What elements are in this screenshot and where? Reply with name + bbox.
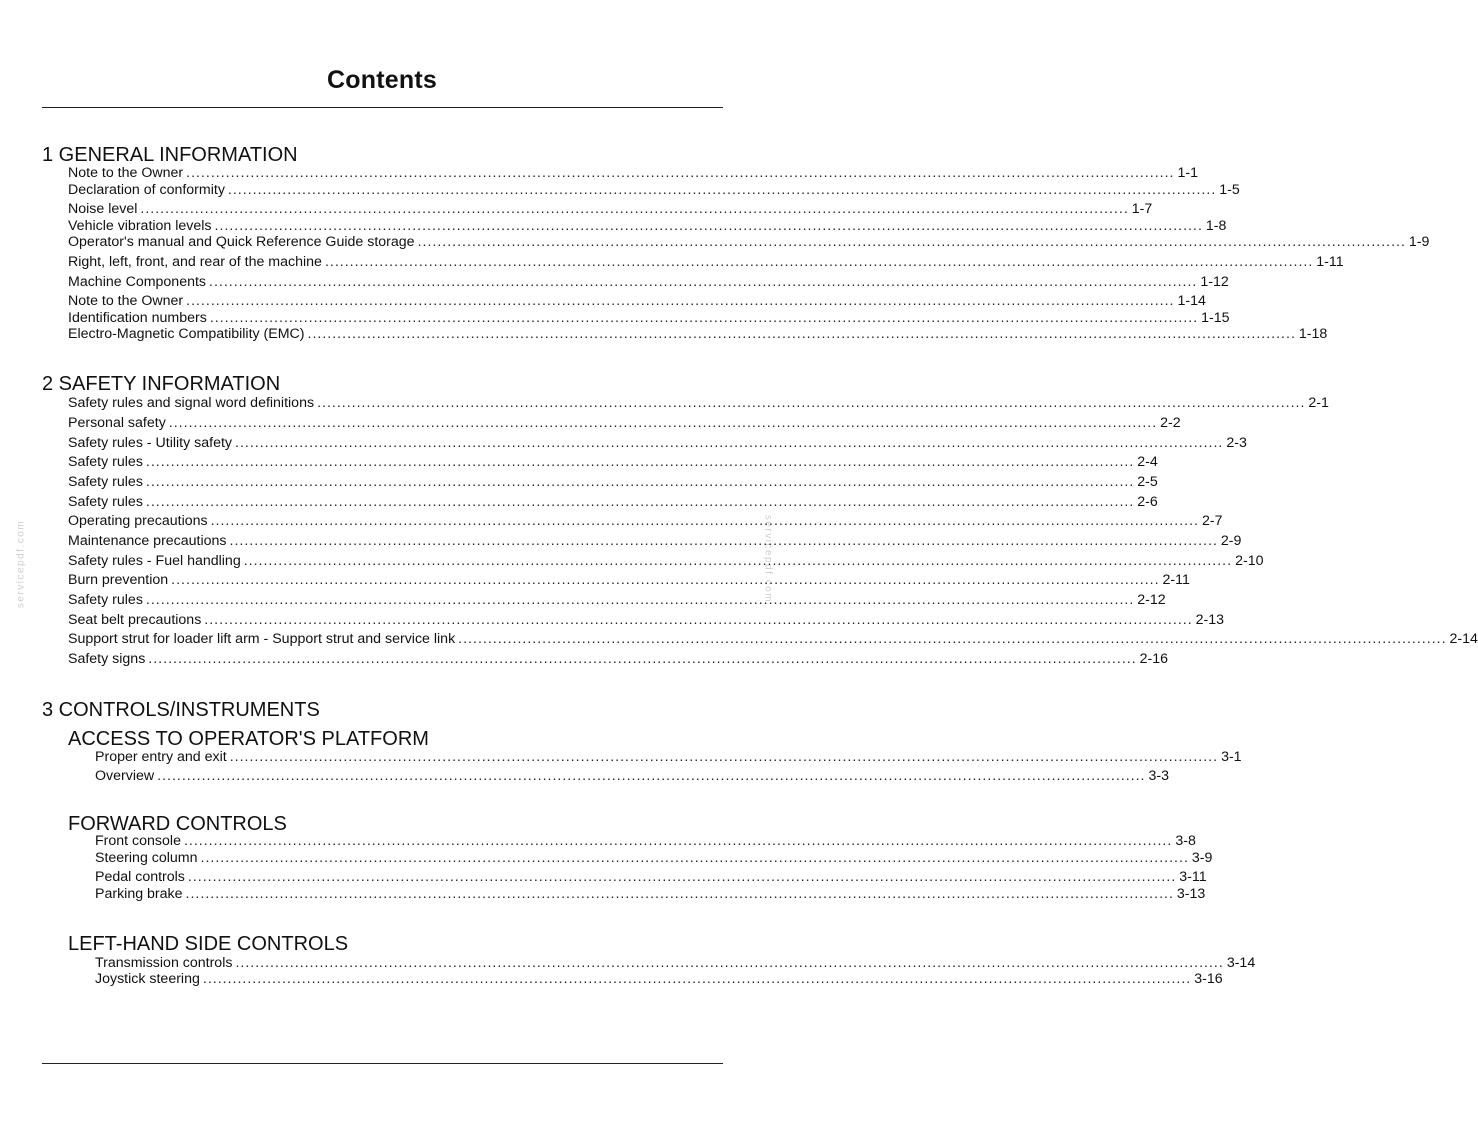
section-heading: 3 CONTROLS/INSTRUMENTS bbox=[42, 699, 320, 721]
toc-entry[interactable] bbox=[68, 310, 1230, 326]
toc-entry-page: 3-9 bbox=[1191, 850, 1213, 866]
toc-entry-title: Proper entry and exit bbox=[95, 749, 227, 765]
toc-entry-page: 2-2 bbox=[1160, 415, 1181, 431]
toc-entry-page: 2-7 bbox=[1201, 513, 1223, 529]
toc-entry-page: 2-6 bbox=[1137, 494, 1158, 510]
toc-leader: ........................................................................................................................................................................................................ bbox=[229, 533, 1218, 549]
toc-leader: ........................................................................................................................................................................................................ bbox=[186, 165, 1175, 181]
toc-entry-title: Burn prevention bbox=[68, 572, 169, 588]
section-heading: 1 GENERAL INFORMATION bbox=[42, 144, 298, 166]
toc-entry-title: Identification numbers bbox=[68, 310, 207, 326]
toc-entry-title: Overview bbox=[95, 768, 155, 784]
subsection-heading: FORWARD CONTROLS bbox=[68, 813, 287, 835]
toc-leader: ........................................................................................................................................................................................................ bbox=[235, 435, 1224, 451]
toc-leader: ........................................................................................................................................................................................................ bbox=[209, 274, 1198, 290]
toc-leader: ........................................................................................................................................................................................................ bbox=[209, 310, 1199, 326]
toc-entry-title: Maintenance precautions bbox=[68, 533, 227, 549]
toc-entry[interactable] bbox=[68, 612, 1225, 628]
toc-entry[interactable] bbox=[68, 254, 1344, 270]
toc-entry[interactable] bbox=[68, 435, 1247, 451]
toc-leader: ........................................................................................................................................................................................................ bbox=[210, 513, 1199, 529]
toc-entry[interactable] bbox=[68, 651, 1169, 667]
toc-leader: ........................................................................................................................................................................................................ bbox=[229, 749, 1219, 765]
toc-entry-title: Safety rules - Fuel handling bbox=[68, 553, 241, 569]
toc-entry-title: Vehicle vibration levels bbox=[68, 218, 212, 234]
toc-leader: ........................................................................................................................................................................................................ bbox=[183, 833, 1173, 849]
toc-entry[interactable] bbox=[68, 631, 1478, 647]
toc-leader: ........................................................................................................................................................................................................ bbox=[202, 971, 1192, 987]
toc-entry-page: 2-14 bbox=[1449, 631, 1478, 647]
toc-entry-page: 2-1 bbox=[1308, 395, 1329, 411]
toc-leader: ........................................................................................................................................................................................................ bbox=[171, 572, 1160, 588]
toc-entry[interactable] bbox=[68, 234, 1430, 250]
toc-entry[interactable] bbox=[68, 454, 1158, 470]
toc-leader: ........................................................................................................................................................................................................ bbox=[145, 592, 1135, 608]
toc-entry-title: Front console bbox=[95, 833, 181, 849]
toc-entry-title: Steering column bbox=[95, 850, 198, 866]
toc-entry-page: 2-4 bbox=[1137, 454, 1158, 470]
toc-entry-page: 1-7 bbox=[1131, 201, 1153, 217]
toc-entry-title: Joystick steering bbox=[95, 971, 200, 987]
watermark-left: servicepdf.com bbox=[15, 519, 27, 609]
toc-entry-page: 1-11 bbox=[1316, 254, 1344, 270]
toc-entry-page: 3-13 bbox=[1176, 886, 1206, 902]
toc-entry[interactable] bbox=[95, 749, 1242, 765]
toc-entry-title: Support strut for loader lift arm - Support strut and service link bbox=[68, 631, 456, 647]
toc-entry-page: 2-11 bbox=[1162, 572, 1190, 588]
toc-entry[interactable] bbox=[68, 474, 1158, 490]
toc-entry-title: Safety rules - Utility safety bbox=[68, 435, 232, 451]
toc-entry-page: 3-16 bbox=[1194, 971, 1223, 987]
toc-entry-title: Note to the Owner bbox=[68, 293, 184, 309]
toc-entry-page: 3-14 bbox=[1226, 955, 1256, 971]
toc-entry-title: Machine Components bbox=[68, 274, 207, 290]
toc-entry[interactable] bbox=[68, 572, 1190, 588]
toc-leader: ........................................................................................................................................................................................................ bbox=[157, 768, 1146, 784]
toc-entry-title: Declaration of conformity bbox=[68, 182, 225, 198]
toc-entry[interactable] bbox=[68, 218, 1227, 234]
toc-entry[interactable] bbox=[95, 869, 1207, 885]
toc-entry[interactable] bbox=[68, 494, 1158, 510]
top-divider bbox=[42, 107, 723, 108]
toc-entry[interactable] bbox=[68, 592, 1166, 608]
subsection-heading: LEFT-HAND SIDE CONTROLS bbox=[68, 933, 349, 955]
toc-entry[interactable] bbox=[68, 293, 1206, 309]
watermark-right: servicepdf.com bbox=[762, 514, 774, 604]
toc-entry-page: 1-9 bbox=[1408, 234, 1430, 250]
toc-leader: ........................................................................................................................................................................................................ bbox=[324, 254, 1314, 270]
toc-entry-title: Operating precautions bbox=[68, 513, 208, 529]
toc-entry-page: 2-12 bbox=[1137, 592, 1166, 608]
toc-entry[interactable] bbox=[68, 513, 1223, 529]
toc-entry-title: Safety rules bbox=[68, 454, 143, 470]
toc-leader: ........................................................................................................................................................................................................ bbox=[204, 612, 1193, 628]
toc-entry-title: Seat belt precautions bbox=[68, 612, 202, 628]
toc-entry-page: 1-1 bbox=[1177, 165, 1199, 181]
toc-entry-page: 2-13 bbox=[1195, 612, 1225, 628]
toc-leader: ........................................................................................................................................................................................................ bbox=[214, 218, 1203, 234]
toc-leader: ........................................................................................................................................................................................................ bbox=[317, 395, 1306, 411]
toc-leader: ........................................................................................................................................................................................................ bbox=[417, 234, 1406, 250]
toc-leader: ........................................................................................................................................................................................................ bbox=[140, 201, 1129, 217]
toc-leader: ........................................................................................................................................................................................................ bbox=[187, 869, 1177, 885]
subsection-heading: ACCESS TO OPERATOR'S PLATFORM bbox=[68, 728, 429, 750]
toc-leader: ........................................................................................................................................................................................................ bbox=[458, 631, 1447, 647]
toc-leader: ........................................................................................................................................................................................................ bbox=[243, 553, 1233, 569]
toc-entry[interactable] bbox=[95, 850, 1213, 866]
toc-entry-page: 2-5 bbox=[1137, 474, 1158, 490]
toc-entry-page: 1-8 bbox=[1205, 218, 1227, 234]
toc-entry-title: Safety rules bbox=[68, 474, 143, 490]
toc-entry-page: 1-5 bbox=[1219, 182, 1240, 198]
toc-entry[interactable] bbox=[68, 326, 1328, 342]
toc-entry[interactable] bbox=[95, 886, 1206, 902]
toc-leader: ........................................................................................................................................................................................................ bbox=[227, 182, 1217, 198]
toc-entry-page: 2-9 bbox=[1220, 533, 1242, 549]
toc-entry-title: Note to the Owner bbox=[68, 165, 184, 181]
toc-entry[interactable] bbox=[68, 533, 1242, 549]
toc-entry-title: Safety rules bbox=[68, 592, 143, 608]
toc-leader: ........................................................................................................................................................................................................ bbox=[145, 494, 1135, 510]
toc-leader: ........................................................................................................................................................................................................ bbox=[185, 886, 1174, 902]
toc-entry-page: 2-3 bbox=[1226, 435, 1247, 451]
toc-entry[interactable] bbox=[68, 182, 1240, 198]
toc-entry-title: Noise level bbox=[68, 201, 138, 217]
toc-entry-title: Operator's manual and Quick Reference Guide storage bbox=[68, 234, 415, 250]
toc-entry-page: 3-8 bbox=[1175, 833, 1196, 849]
toc-entry[interactable] bbox=[68, 201, 1153, 217]
toc-entry-title: Transmission controls bbox=[95, 955, 233, 971]
toc-entry-page: 3-1 bbox=[1221, 749, 1242, 765]
toc-entry-page: 1-15 bbox=[1201, 310, 1230, 326]
toc-entry-title: Personal safety bbox=[68, 415, 166, 431]
toc-entry-title: Safety rules and signal word definitions bbox=[68, 395, 315, 411]
toc-leader: ........................................................................................................................................................................................................ bbox=[148, 651, 1137, 667]
toc-entry[interactable] bbox=[68, 274, 1229, 290]
toc-entry-page: 2-10 bbox=[1235, 553, 1264, 569]
toc-entry-page: 1-18 bbox=[1298, 326, 1328, 342]
toc-entry-page: 2-16 bbox=[1139, 651, 1169, 667]
toc-entry[interactable] bbox=[95, 768, 1170, 784]
toc-entry[interactable] bbox=[95, 833, 1196, 849]
toc-leader: ........................................................................................................................................................................................................ bbox=[235, 955, 1224, 971]
toc-entry-page: 3-11 bbox=[1179, 869, 1207, 885]
toc-entry[interactable] bbox=[95, 955, 1256, 971]
toc-leader: ........................................................................................................................................................................................................ bbox=[145, 454, 1135, 470]
toc-entry-title: Parking brake bbox=[95, 886, 183, 902]
page-title: Contents bbox=[327, 66, 437, 94]
toc-entry-title: Electro-Magnetic Compatibility (EMC) bbox=[68, 326, 305, 342]
toc-entry-page: 3-3 bbox=[1148, 768, 1170, 784]
toc-leader: ........................................................................................................................................................................................................ bbox=[307, 326, 1296, 342]
toc-entry[interactable] bbox=[95, 971, 1223, 987]
toc-entry[interactable] bbox=[68, 415, 1181, 431]
toc-entry-title: Safety signs bbox=[68, 651, 146, 667]
toc-leader: ........................................................................................................................................................................................................ bbox=[186, 293, 1175, 309]
toc-leader: ........................................................................................................................................................................................................ bbox=[168, 415, 1158, 431]
toc-entry-title: Safety rules bbox=[68, 494, 143, 510]
bottom-divider bbox=[42, 1063, 723, 1064]
toc-entry-title: Pedal controls bbox=[95, 869, 185, 885]
section-heading: 2 SAFETY INFORMATION bbox=[42, 373, 281, 395]
toc-leader: ........................................................................................................................................................................................................ bbox=[200, 850, 1189, 866]
toc-entry[interactable] bbox=[68, 395, 1329, 411]
toc-leader: ........................................................................................................................................................................................................ bbox=[145, 474, 1135, 490]
toc-entry-page: 1-12 bbox=[1200, 274, 1229, 290]
toc-entry[interactable] bbox=[68, 165, 1199, 181]
toc-entry-title: Right, left, front, and rear of the machine bbox=[68, 254, 322, 270]
toc-entry[interactable] bbox=[68, 553, 1264, 569]
toc-entry-page: 1-14 bbox=[1177, 293, 1206, 309]
